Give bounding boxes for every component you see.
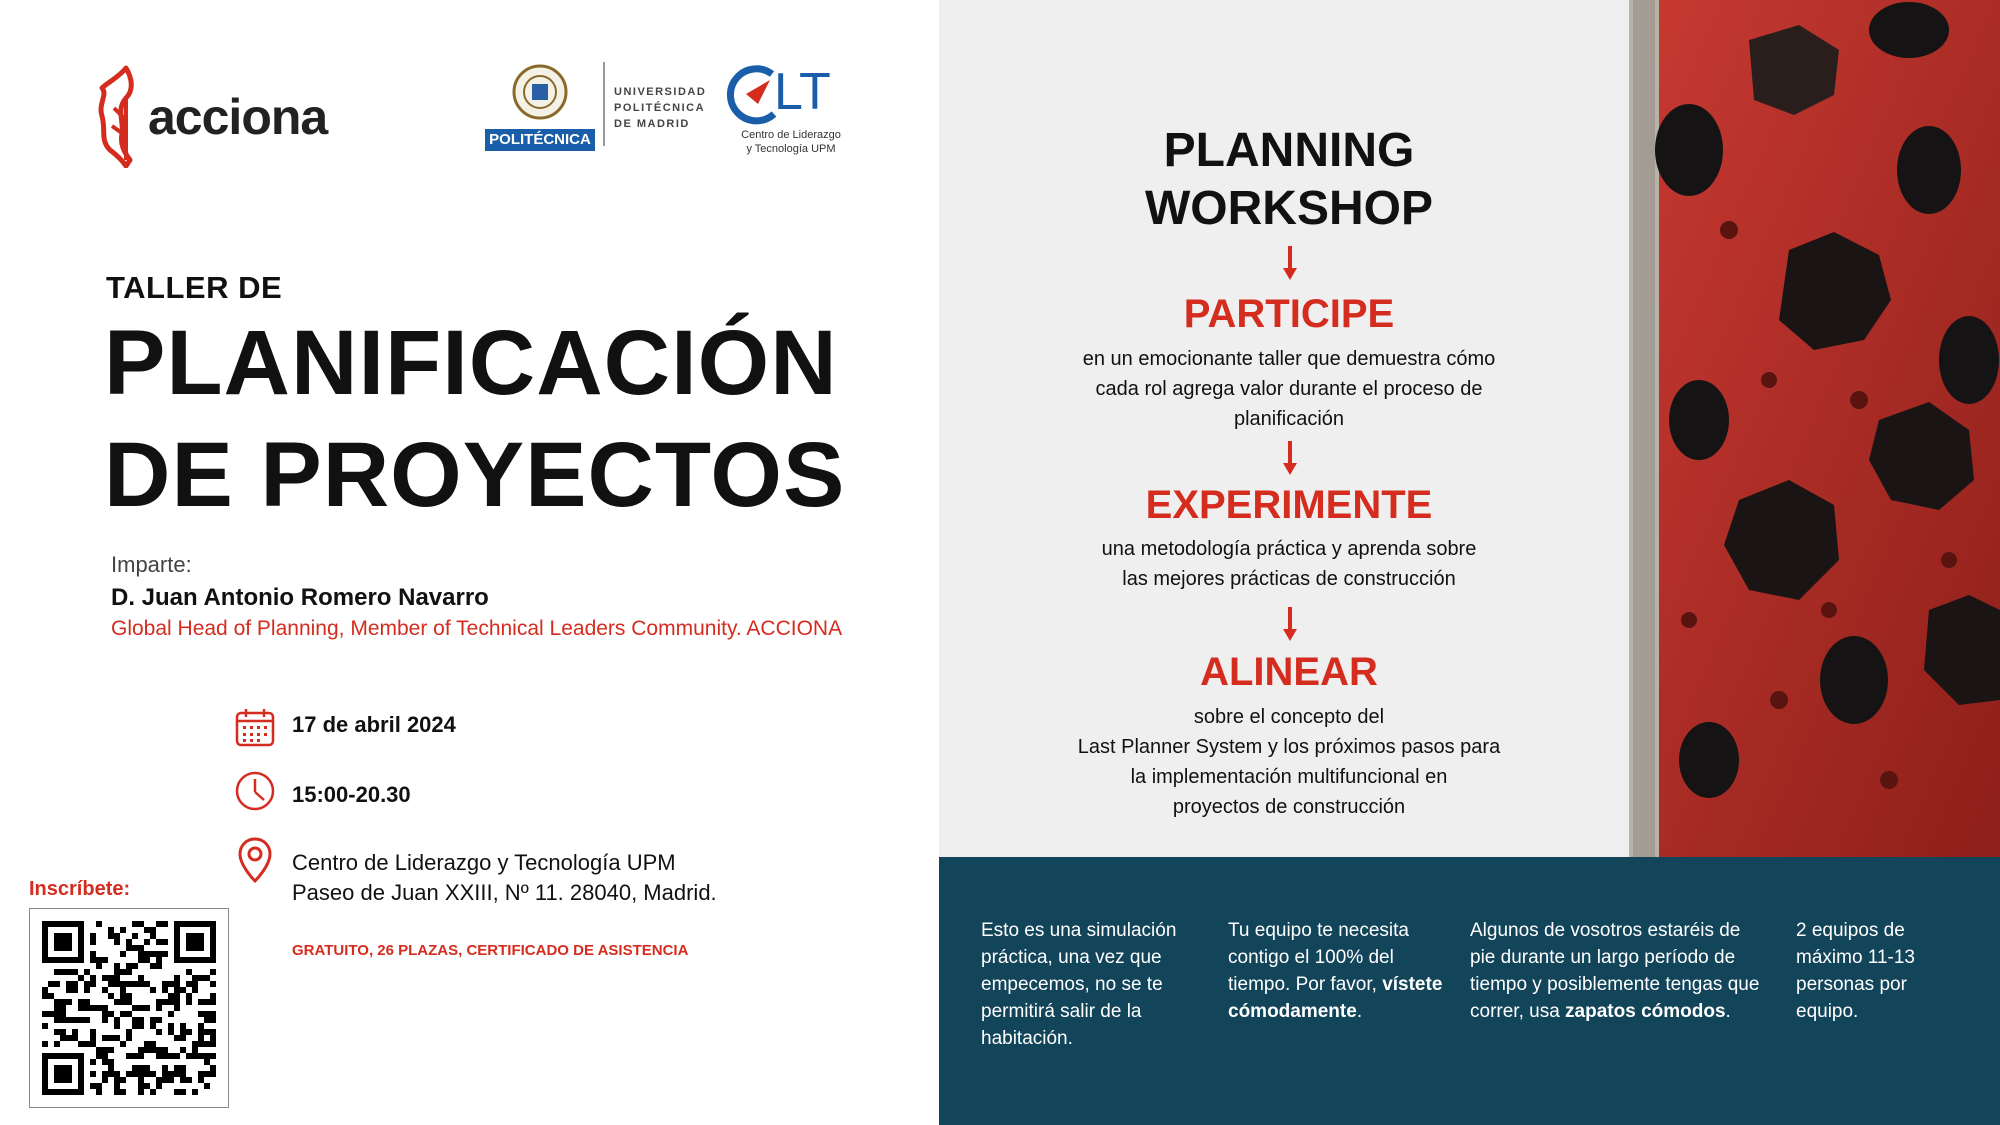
speaker-name: D. Juan Antonio Romero Navarro — [111, 584, 489, 611]
calendar-icon — [234, 706, 276, 748]
event-place-line-1: Centro de Liderazgo y Tecnología UPM — [292, 850, 676, 875]
workshop-title-line-1: PLANNING — [1163, 124, 1415, 177]
step-desc-line: una metodología práctica y aprenda sobre — [1101, 538, 1477, 560]
workshop-title-line-2: WORKSHOP — [1145, 182, 1433, 235]
note-shoes — [1470, 917, 1770, 1025]
note-team — [1228, 917, 1443, 1025]
event-date: 17 de abril 2024 — [292, 712, 456, 737]
arrow-down-icon — [1283, 607, 1297, 641]
note-text: . — [1725, 1001, 1731, 1022]
clock-icon — [234, 770, 276, 812]
event-note: GRATUITO, 26 PLAZAS, CERTIFICADO DE ASISTENCIA — [292, 942, 689, 959]
register-label: Inscríbete: — [29, 878, 131, 900]
upm-line-1: UNIVERSIDAD — [614, 86, 707, 98]
clt-line-2: y Tecnología UPM — [746, 143, 836, 155]
event-place-line-2: Paseo de Juan XXIII, Nº 11. 28040, Madrid. — [292, 880, 717, 905]
title-prefix: TALLER DE — [106, 270, 283, 305]
clt-logo — [724, 62, 854, 162]
clt-mark: LT — [774, 63, 831, 121]
step-desc-line: en un emocionante taller que demuestra cómo — [1082, 348, 1496, 370]
location-pin-icon — [236, 836, 274, 884]
upm-line-3: DE MADRID — [614, 118, 690, 130]
upm-logo — [485, 62, 595, 146]
arrow-down-icon — [1283, 246, 1297, 280]
note-emphasis: vístete cómodamente — [1228, 974, 1443, 1022]
upm-line-2: POLITÉCNICA — [614, 102, 706, 114]
upm-badge: POLITÉCNICA — [485, 129, 595, 151]
tunnel-boring-machine-photo — [1629, 0, 2000, 857]
step-desc-line: Last Planner System y los próximos pasos para — [1077, 736, 1501, 758]
arrow-down-icon — [1283, 441, 1297, 475]
acciona-logo-text: acciona — [148, 89, 328, 145]
qr-code-graphic — [30, 909, 228, 1107]
speaker-role: Global Head of Planning, Member of Technical Leaders Community. ACCIONA — [111, 617, 843, 640]
clt-line-1: Centro de Liderazgo — [741, 129, 841, 141]
clt-caption — [736, 128, 846, 156]
step-desc-experimente — [939, 534, 1639, 594]
note-text: Tu equipo te necesita contigo el 100% del tiempo. Por favor, — [1228, 920, 1409, 995]
step-desc-participe — [939, 344, 1639, 434]
upm-crest-icon — [485, 62, 595, 124]
logo-divider — [603, 62, 605, 146]
title-line-2: DE PROYECTOS — [104, 424, 846, 526]
step-desc-line: planificación — [1233, 408, 1345, 430]
step-desc-line: la implementación multifuncional en — [1130, 766, 1448, 788]
note-simulation: Esto es una simulación práctica, una vez que empecemos, no se te permitirá salir de la habitación. — [981, 920, 1177, 1049]
title-line-1: PLANIFICACIÓN — [104, 312, 838, 414]
step-desc-line: cada rol agrega valor durante el proceso de — [1095, 378, 1483, 400]
qr-code[interactable] — [29, 908, 229, 1108]
step-desc-alinear — [939, 702, 1639, 822]
note-text: Algunos de vosotros estaréis de pie durante un largo período de tiempo y posiblemente tengas que correr, usa — [1470, 920, 1760, 1022]
machine-cutterhead-illustration — [1629, 0, 2000, 857]
step-heading-experimente: EXPERIMENTE — [1145, 483, 1433, 527]
step-heading-participe: PARTICIPE — [1183, 292, 1395, 336]
acciona-leaf-icon — [96, 64, 156, 168]
upm-wordmark — [614, 84, 706, 132]
step-desc-line: sobre el concepto del — [1193, 706, 1385, 728]
event-time: 15:00-20.30 — [292, 782, 411, 807]
note-emphasis: zapatos cómodos — [1565, 1001, 1726, 1022]
step-desc-line: las mejores prácticas de construcción — [1122, 568, 1456, 590]
note-teams: 2 equipos de máximo 11-13 personas por equipo. — [1796, 920, 1915, 1022]
step-desc-line: proyectos de construcción — [1172, 796, 1406, 818]
note-text: . — [1356, 1001, 1363, 1022]
speaker-label: Imparte: — [111, 552, 192, 577]
step-heading-alinear: ALINEAR — [1200, 650, 1378, 694]
